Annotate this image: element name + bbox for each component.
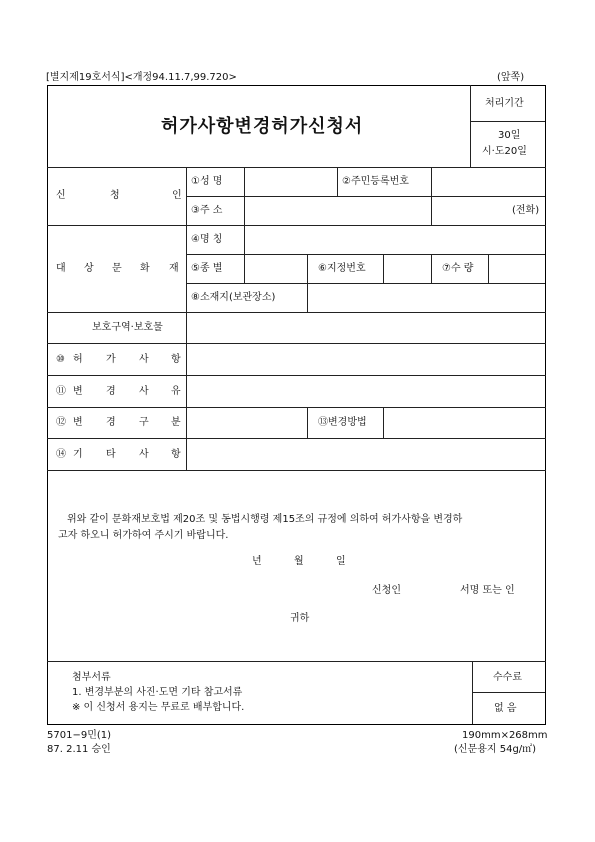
form-reference: [별지제19호서식]<개정94.11.7,99.720> [46, 72, 237, 83]
attachment-item-1: 1. 변경부분의 사진·도면 기타 참고서류 [72, 687, 243, 698]
designation-number-field[interactable] [384, 255, 430, 282]
processing-period-provincial: 시·도20일 [482, 146, 527, 157]
sign-or-seal-label: 서명 또는 인 [460, 585, 515, 596]
change-type-field[interactable] [187, 408, 306, 437]
other-items-field[interactable] [187, 439, 544, 469]
change-method-label: ⑬변경방법 [318, 417, 367, 428]
location-field[interactable] [308, 284, 544, 311]
address-label: ③주 소 [191, 205, 223, 216]
property-type-label: ⑤종 별 [191, 263, 223, 274]
form-title: 허가사항변경허가신청서 [161, 116, 364, 137]
protection-area-label: 보호구역·보호물 [92, 322, 163, 333]
fee-value: 없 음 [494, 703, 517, 714]
property-type-field[interactable] [245, 255, 306, 282]
resident-number-field[interactable] [432, 168, 544, 195]
protection-area-field[interactable] [187, 313, 544, 342]
resident-number-label: ②주민등록번호 [342, 176, 409, 187]
change-reason-field[interactable] [187, 376, 544, 406]
fee-label: 수수료 [493, 672, 522, 683]
change-method-field[interactable] [384, 408, 544, 437]
property-name-field[interactable] [245, 226, 544, 253]
quantity-field[interactable] [489, 255, 544, 282]
form-code: 5701−9민(1) [47, 730, 112, 741]
name-field[interactable] [245, 168, 336, 195]
processing-period-label: 처리기간 [485, 98, 524, 109]
date-month-label: 월 [294, 556, 304, 567]
address-field[interactable] [245, 197, 430, 224]
paper-size: 190mm×268mm [462, 730, 548, 741]
approval-date: 87. 2.11 승인 [47, 744, 111, 755]
processing-period-days: 30일 [498, 130, 521, 141]
property-name-label: ④명 칭 [191, 234, 223, 245]
addressee-label: 귀하 [290, 613, 310, 624]
applicant-signature-label: 신청인 [372, 585, 401, 596]
phone-label: (전화) [512, 205, 540, 216]
page-side-label: (앞쪽) [497, 72, 525, 83]
date-day-label: 일 [336, 556, 346, 567]
designation-number-label: ⑥지정번호 [318, 263, 366, 274]
statement-line-1: 위와 같이 문화재보호법 제20조 및 동법시행령 제15조의 규정에 의하여 허가사항을 변경하 [67, 514, 463, 525]
location-label: ⑧소재지(보관장소) [191, 292, 276, 303]
name-label: ①성 명 [191, 176, 223, 187]
permit-items-field[interactable] [187, 344, 544, 374]
free-form-note: ※ 이 신청서 용지는 무료로 배부합니다. [72, 702, 245, 713]
paper-type: (신문용지 54g/㎡) [454, 744, 537, 755]
date-year-label: 년 [252, 556, 262, 567]
quantity-label: ⑦수 량 [442, 263, 474, 274]
attachments-heading: 첨부서류 [72, 672, 111, 683]
statement-line-2: 고자 하오니 허가하여 주시기 바랍니다. [58, 530, 229, 541]
